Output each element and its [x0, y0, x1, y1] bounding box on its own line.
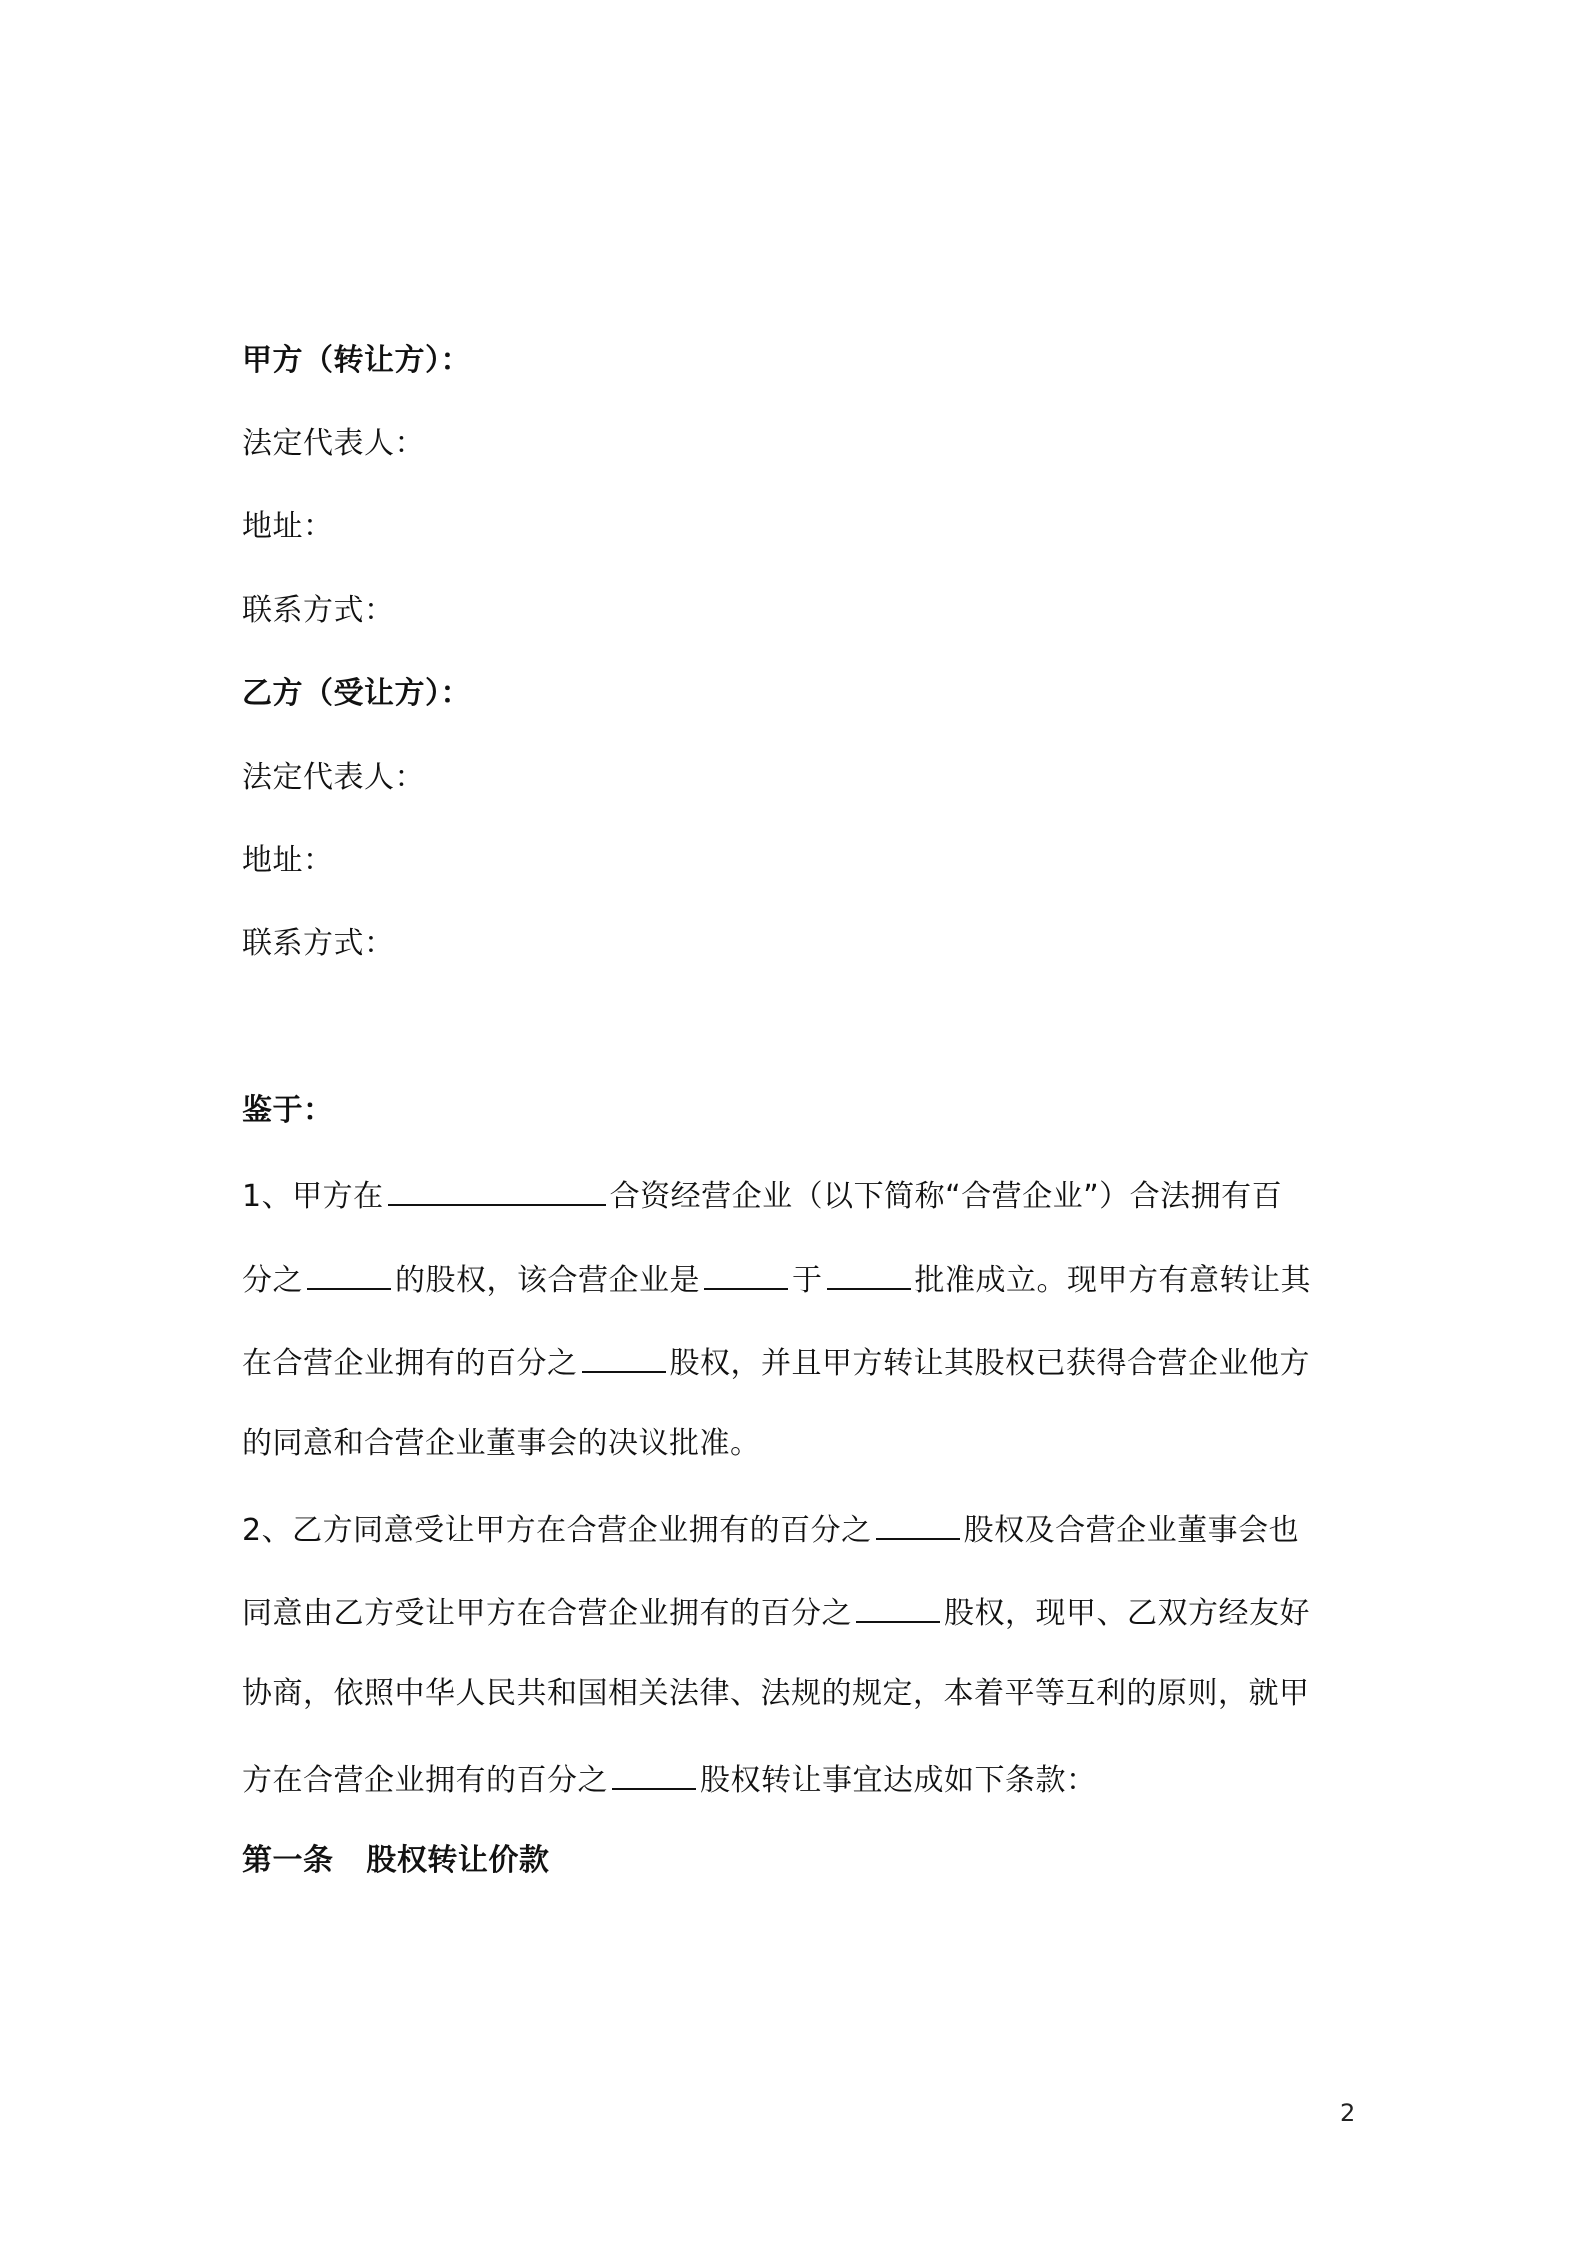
blank-field: [876, 1508, 960, 1540]
blank-field: [856, 1591, 940, 1623]
party-a-legal-rep: 法定代表人：: [242, 426, 425, 461]
recital-2-line-4: [242, 1758, 1097, 1801]
article-1-title: 第一条 股权转让价款: [242, 1843, 550, 1878]
party-b-title: 乙方（受让方）：: [242, 676, 471, 711]
recital-text: 在合营企业拥有的百分之: [242, 1346, 578, 1381]
recital-1-line-2: [242, 1258, 1311, 1301]
recital-text: 股权，并且甲方转让其股权已获得合营企业他方: [669, 1346, 1310, 1381]
recital-text: 股权转让事宜达成如下条款：: [700, 1763, 1097, 1798]
party-b-legal-rep: 法定代表人：: [242, 760, 425, 795]
party-a-contact: 联系方式：: [242, 593, 395, 628]
party-b-contact: 联系方式：: [242, 926, 395, 961]
recital-text: 股权，现甲、乙双方经友好: [944, 1596, 1310, 1631]
recital-1-line-3: [242, 1341, 1310, 1384]
recital-text: 股权及合营企业董事会也: [963, 1513, 1300, 1548]
recital-2-line-2: [242, 1591, 1310, 1634]
recital-text: 合资经营企业（以下简称“合营企业”）合法拥有百: [609, 1179, 1283, 1214]
recital-1-line-1: [242, 1174, 1282, 1217]
party-a-title: 甲方（转让方）：: [242, 343, 471, 378]
recital-text: 2、乙方同意受让甲方在合营企业拥有的百分之: [242, 1513, 872, 1548]
blank-field: [827, 1258, 911, 1290]
recital-text: 于: [792, 1263, 823, 1298]
party-b-address: 地址：: [242, 843, 334, 878]
recital-text: 1、甲方在: [242, 1179, 384, 1214]
page-number: 2: [1340, 2099, 1356, 2127]
blank-field: [307, 1258, 391, 1290]
recital-1-line-4: 的同意和合营企业董事会的决议批准。: [242, 1426, 761, 1461]
recital-text: 方在合营企业拥有的百分之: [242, 1763, 608, 1798]
blank-field: [388, 1174, 606, 1206]
party-a-address: 地址：: [242, 509, 334, 544]
recital-2-line-3: 协商，依照中华人民共和国相关法律、法规的规定，本着平等互利的原则，就甲: [242, 1676, 1310, 1711]
blank-field: [612, 1758, 696, 1790]
recital-text: 的股权，该合营企业是: [395, 1263, 700, 1298]
recital-2-line-1: [242, 1508, 1299, 1551]
blank-field: [704, 1258, 788, 1290]
recital-text: 分之: [242, 1263, 303, 1298]
recital-text: 同意由乙方受让甲方在合营企业拥有的百分之: [242, 1596, 852, 1631]
recitals-heading: 鉴于：: [242, 1093, 334, 1128]
blank-field: [582, 1341, 666, 1373]
recital-text: 批准成立。现甲方有意转让其: [914, 1263, 1311, 1298]
